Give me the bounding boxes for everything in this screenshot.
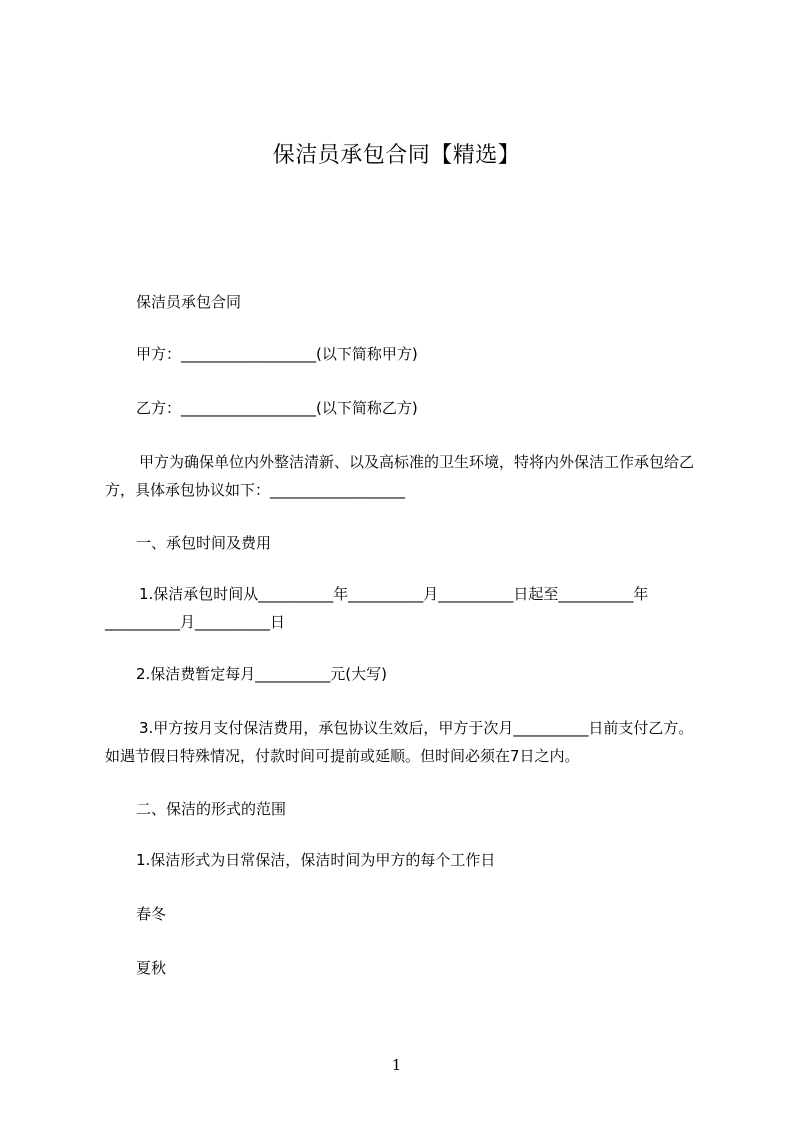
intro-paragraph: 甲方为确保单位内外整洁清新、以及高标准的卫生环境，特将内外保洁工作承包给乙方，具体承包协议如下：__________________ <box>105 453 695 499</box>
section-2-item-1: 1.保洁形式为日常保洁，保洁时间为甲方的每个工作日 <box>136 851 496 869</box>
party-b-line: 乙方：__________________(以下简称乙方) <box>136 399 418 417</box>
contract-subtitle: 保洁员承包合同 <box>136 293 242 311</box>
season-spring-winter: 春冬 <box>136 905 167 923</box>
section-1-item-1: 1.保洁承包时间从__________年__________月__________日起至__________年__________月__________日 <box>105 585 649 631</box>
page-number: 1 <box>391 1056 402 1074</box>
season-summer-autumn: 夏秋 <box>136 959 167 977</box>
section-1-heading: 一、承包时间及费用 <box>136 534 272 552</box>
section-2-heading: 二、保洁的形式的范围 <box>136 800 287 818</box>
section-1-item-3: 3.甲方按月支付保洁费用，承包协议生效后，甲方于次月__________日前支付乙方。如遇节假日特殊情况，付款时间可提前或延顺。但时间必须在7日之内。 <box>105 719 694 765</box>
party-a-line: 甲方：__________________(以下简称甲方) <box>136 345 418 363</box>
document-title: 保洁员承包合同【精选】 <box>272 143 521 168</box>
section-1-item-2: 2.保洁费暂定每月__________元(大写) <box>136 665 388 683</box>
